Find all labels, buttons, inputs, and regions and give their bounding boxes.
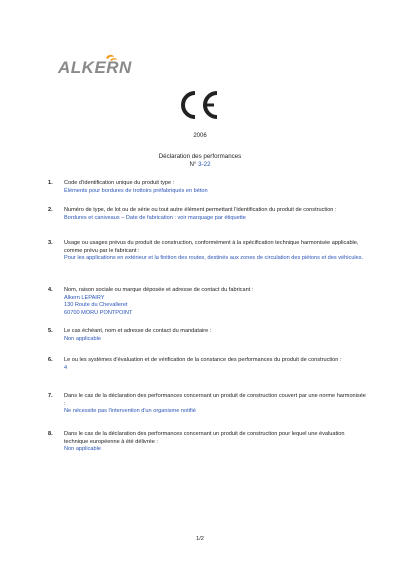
item-question: Code d'identification unique du produit type : (64, 180, 175, 186)
item-number: 2. (48, 207, 53, 213)
item-number: 1. (48, 180, 53, 186)
item-question: Dans le cas de la déclaration des performances concernant un produit de construction couvert par une norme harmonisée : (64, 393, 366, 407)
list-item (48, 393, 368, 416)
list-item (48, 287, 253, 317)
year: 2006 (193, 133, 207, 139)
item-answer: Éléments pour bordures de trottoirs préfabriqués en béton (64, 187, 208, 194)
number-prefix: N° (189, 161, 197, 168)
list-item (48, 240, 368, 263)
page-number: 1/2 (196, 536, 204, 542)
item-number: 7. (48, 393, 53, 399)
item-answer: 4 (64, 364, 68, 371)
item-number: 4. (48, 287, 53, 293)
svg-text:ALKERN: ALKERN (58, 58, 132, 76)
title-text: Déclaration des performances (158, 153, 242, 160)
page-title (0, 153, 400, 169)
item-answer: Ne nécessite pas l'intervention d'un organisme notifié (64, 408, 196, 415)
item-answer: Non applicable (64, 446, 102, 453)
item-question: Dans le cas de la déclaration des performances concernant un produit de construction pour lequel une évaluation technique européenne à été délivrée : (64, 431, 345, 445)
item-number: 5. (48, 328, 53, 334)
alkern-logo (56, 54, 146, 76)
item-answer: Pour les applications en extérieur et la finition des routes, destinés aux zones de circulation des piétons et des véhicules. (64, 255, 364, 262)
item-question: Usage ou usages prévus du produit de construction, conformément à la spécification technique harmonisée applicable, comme prévu par le fabricant : (64, 240, 359, 254)
item-question: Numéro de type, de lot ou de série ou tout autre élément permettant l'identification du produit de construction : (64, 207, 337, 213)
item-answer: Non applicable (64, 335, 102, 342)
declaration-number (0, 161, 400, 169)
item-answer: Bordures et caniveaux – Date de fabrication : voir marquage par étiquette (64, 214, 246, 221)
item-number: 8. (48, 431, 53, 437)
list-item (48, 207, 337, 222)
item-number: 6. (48, 357, 53, 363)
item-number: 3. (48, 240, 53, 246)
ce-mark-icon (176, 90, 220, 120)
list-item (48, 328, 211, 343)
item-question: Le ou les systèmes d'évaluation et de vérification de la constance des performances du produit de construction : (64, 357, 342, 363)
item-question: Nom, raison sociale ou marque déposée et adresse de contact du fabricant : (64, 287, 254, 293)
list-item (48, 431, 368, 454)
list-item (48, 357, 342, 372)
item-answer: Alkern LEPAIRY 130 Route du Chevalleret 60700 MORU PONTPOINT (64, 294, 133, 316)
number-value: 3-22 (198, 161, 211, 168)
item-question: Le cas échéant, nom et adresse de contact du mandataire : (64, 328, 212, 334)
list-item (48, 180, 208, 195)
